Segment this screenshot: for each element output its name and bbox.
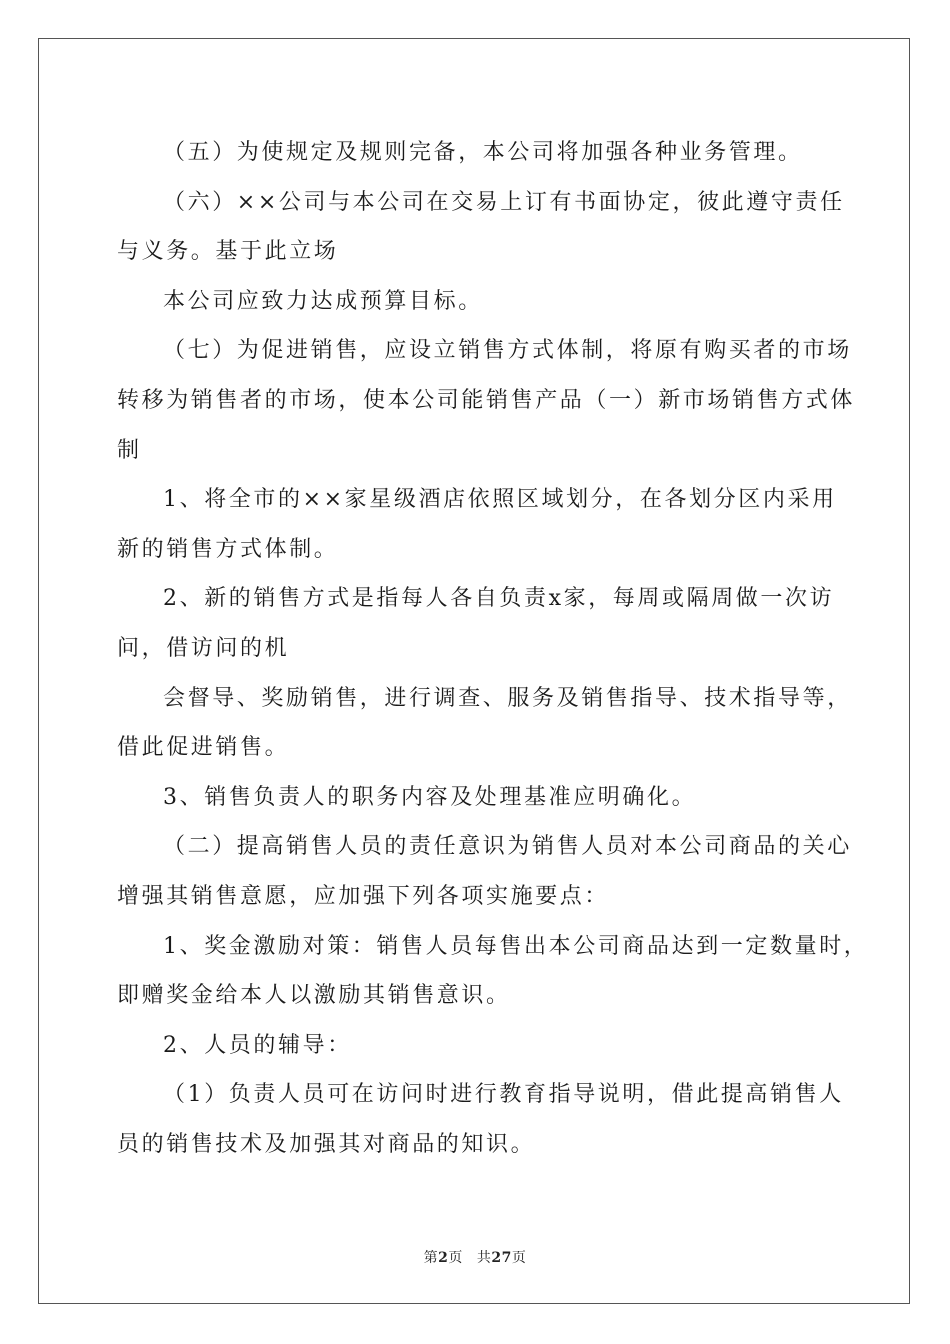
paragraph-line: 与义务。基于此立场 xyxy=(117,239,339,265)
paragraph-line: （1）负责人员可在访问时进行教育指导说明，借此提高销售人 xyxy=(163,1082,844,1108)
page-number: 第2页 xyxy=(423,1250,463,1266)
paragraph-line: 2、新的销售方式是指每人各自负责x家，每周或隔周做一次访 xyxy=(163,586,835,612)
paragraph-line: 转移为销售者的市场，使本公司能销售产品（一）新市场销售方式体 xyxy=(117,387,856,413)
paragraph-line: 2、人员的辅导： xyxy=(163,1032,352,1058)
paragraph-line: 员的销售技术及加强其对商品的知识。 xyxy=(117,1131,536,1157)
paragraph-line: 制 xyxy=(117,437,142,463)
paragraph-line: 问，借访问的机 xyxy=(117,635,290,661)
total-pages: 共27页 xyxy=(476,1250,527,1266)
paragraph-line: （二）提高销售人员的责任意识为销售人员对本公司商品的关心 xyxy=(163,834,852,860)
paragraph-line: （六）××公司与本公司在交易上订有书面协定，彼此遵守责任 xyxy=(163,189,845,215)
document-body xyxy=(117,128,869,1169)
paragraph-line: 增强其销售意愿，应加强下列各项实施要点： xyxy=(117,883,610,909)
paragraph-line: 1、将全市的××家星级酒店依照区域划分，在各划分区内采用 xyxy=(163,487,837,513)
paragraph-line: 1、奖金激励对策：销售人员每售出本公司商品达到一定数量时， xyxy=(163,933,869,959)
paragraph-line: 会督导、奖励销售，进行调查、服务及销售指导、技术指导等， xyxy=(163,685,852,711)
page-footer xyxy=(0,1247,950,1267)
paragraph-line: 借此促进销售。 xyxy=(117,735,290,761)
paragraph-line: （五）为使规定及规则完备，本公司将加强各种业务管理。 xyxy=(163,140,803,165)
paragraph-line: 本公司应致力达成预算目标。 xyxy=(163,288,483,314)
paragraph-line: （七）为促进销售，应设立销售方式体制，将原有购买者的市场 xyxy=(163,338,852,364)
paragraph-line: 3、销售负责人的职务内容及处理基准应明确化。 xyxy=(163,784,697,810)
paragraph-line: 即赠奖金给本人以激励其销售意识。 xyxy=(117,983,511,1009)
paragraph-line: 新的销售方式体制。 xyxy=(117,536,339,562)
